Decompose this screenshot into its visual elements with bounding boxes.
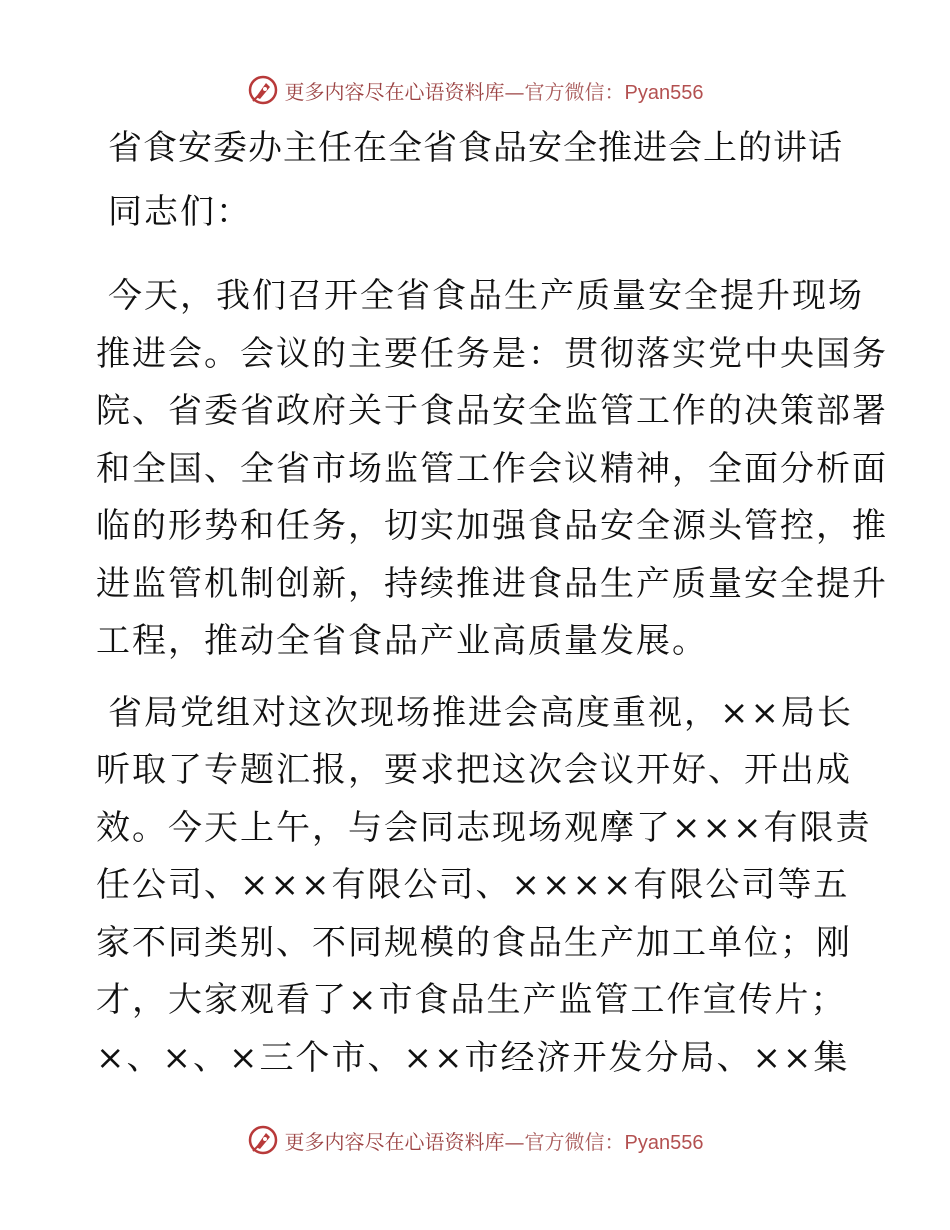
footer-watermark-banner [0,1120,950,1160]
paragraph-line: 听取了专题汇报，要求把这次会议开好、开出成 [96,750,852,790]
paragraph-line: ×、×、×三个市、××市经济开发分局、××集 [96,1037,850,1078]
paragraph-line: 省局党组对这次现场推进会高度重视，××局长 [108,692,853,733]
pen-nib-logo-icon [247,74,279,106]
paragraph-line: 进监管机制创新，持续推进食品生产质量安全提升 [96,563,888,604]
paragraph-1 [96,268,888,671]
watermark-wechat-label: 官方微信： [524,79,625,104]
watermark-separator: — [504,79,525,104]
document-body [96,120,888,1087]
watermark-wechat-id: Pyan556 [624,81,704,104]
paragraph-line: 家不同类别、不同规模的食品生产加工单位；刚 [96,922,852,963]
document-title: 省食安委办主任在全省食品安全推进会上的讲话 [108,128,843,168]
paragraph-line: 院、省委省政府关于食品安全监管工作的决策部署 [96,391,888,431]
watermark-separator: — [504,1129,525,1154]
paragraph-line: 才，大家观看了×市食品生产监管工作宣传片； [96,980,847,1020]
header-watermark-banner [0,70,950,110]
paragraph-line: 临的形势和任务，切实加强食品安全源头管控，推 [96,506,888,546]
paragraph-line: 任公司、×××有限公司、××××有限公司等五 [96,865,850,905]
pen-nib-logo-icon [247,1124,279,1156]
watermark-title: 更多内容尽在心语资料库 [284,1129,505,1154]
paragraph-line: 效。今天上午，与会同志现场观摩了×××有限责 [96,807,872,848]
paragraph-line: 推进会。会议的主要任务是：贯彻落实党中央国务 [96,333,888,374]
paragraph-line: 工程，推动全省食品产业高质量发展。 [96,621,708,661]
watermark-text [285,1126,704,1155]
salutation: 同志们： [108,192,252,232]
watermark-wechat-id: Pyan556 [624,1131,704,1154]
watermark-text [285,76,704,105]
watermark-title: 更多内容尽在心语资料库 [284,79,505,104]
paragraph-line: 和全国、全省市场监管工作会议精神，全面分析面 [96,448,888,489]
watermark-wechat-label: 官方微信： [524,1129,625,1154]
paragraph-line: 今天，我们召开全省食品生产质量安全提升现场 [108,276,864,316]
paragraph-2 [96,685,872,1088]
